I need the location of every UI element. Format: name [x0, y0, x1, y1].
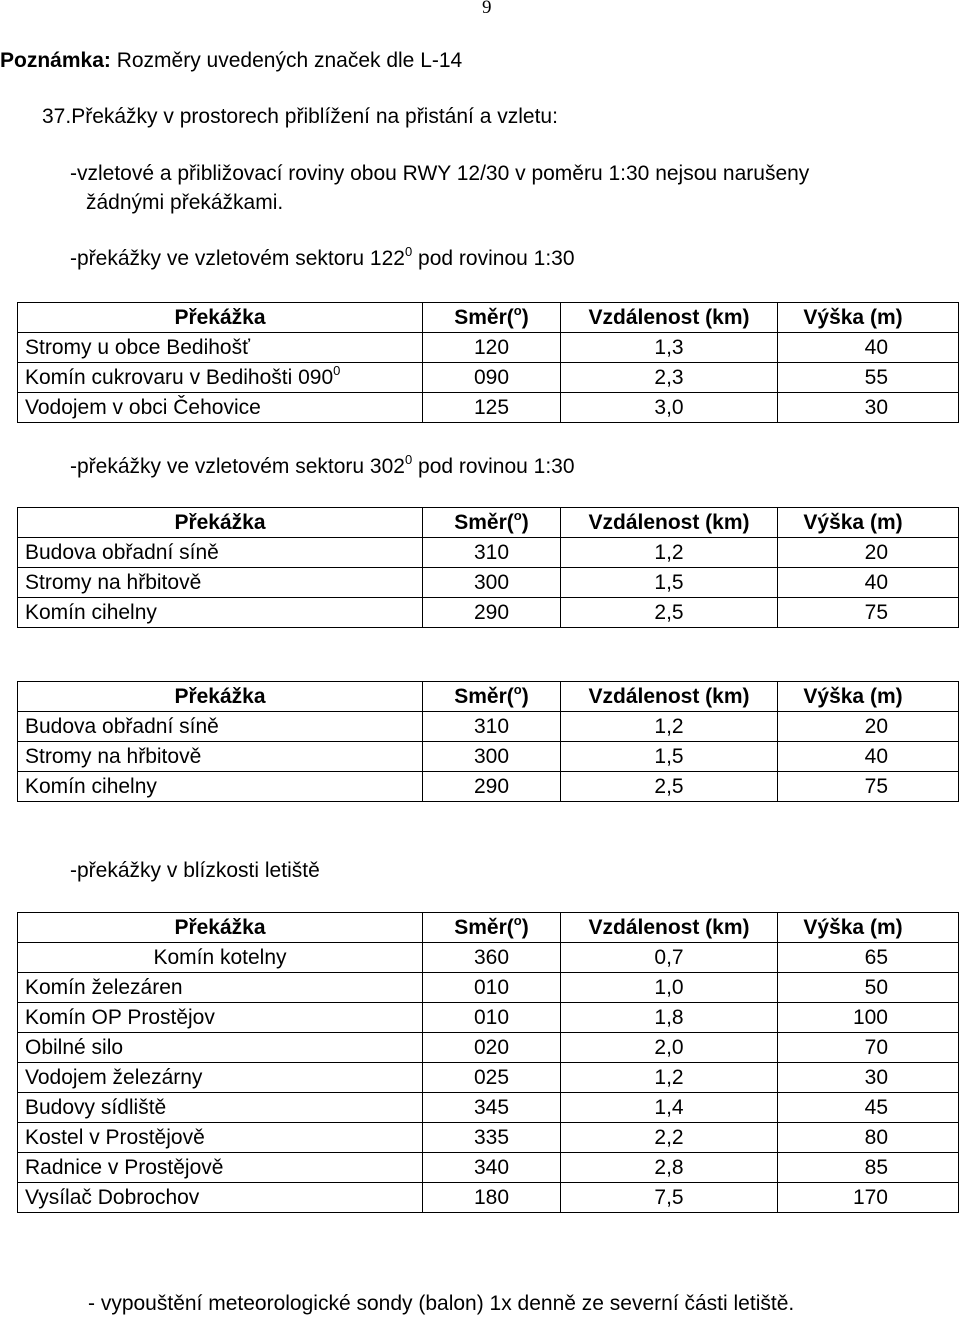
obstacle-name-text: Komín OP Prostějov: [25, 1006, 215, 1029]
page-number: 9: [482, 0, 492, 18]
obstacle-direction: 340: [423, 1153, 561, 1183]
table-row: [18, 568, 959, 598]
obstacle-height: 85: [778, 1153, 959, 1183]
header-direction: [423, 682, 561, 712]
obstacle-direction: 025: [423, 1063, 561, 1093]
table-row: [18, 712, 959, 742]
header-row: [18, 682, 959, 712]
obstacle-name-sup: 0: [333, 363, 341, 378]
obstacle-name: [18, 1033, 423, 1063]
obstacle-name-text: Komín cihelny: [25, 775, 157, 798]
header-height: Výška (m): [778, 303, 959, 333]
obstacle-height: 70: [778, 1033, 959, 1063]
obstacle-direction: 300: [423, 568, 561, 598]
obstacle-name-text: Vodojem v obci Čehovice: [25, 396, 261, 419]
header-direction-label: Směr(: [454, 511, 514, 534]
obstacle-direction: 335: [423, 1123, 561, 1153]
header-direction-degree: o: [513, 913, 522, 928]
table-row: [18, 1003, 959, 1033]
header-direction-degree: o: [513, 682, 522, 697]
obstacle-name-text: Radnice v Prostějově: [25, 1156, 224, 1179]
obstacle-name-text: Stromy u obce Bedihošť: [25, 336, 250, 359]
obstacle-direction: 020: [423, 1033, 561, 1063]
obstacle-distance: 1,4: [561, 1093, 778, 1123]
header-direction-label: Směr(: [454, 306, 514, 329]
obstacle-direction: 345: [423, 1093, 561, 1123]
table-row: [18, 1183, 959, 1213]
header-obstacle: Překážka: [18, 913, 423, 943]
obstacle-direction: 290: [423, 772, 561, 802]
obstacle-height: 40: [778, 333, 959, 363]
obstacle-height: 100: [778, 1003, 959, 1033]
table-row: [18, 1063, 959, 1093]
obstacle-name: [18, 598, 423, 628]
obstacles-table-sector-122: [17, 302, 959, 423]
obstacle-name-text: Vysílač Dobrochov: [25, 1186, 200, 1209]
obstacle-direction: 310: [423, 538, 561, 568]
section-heading: 37.Překážky v prostorech přiblížení na přistání a vzletu:: [42, 105, 558, 128]
obstacle-direction: 010: [423, 973, 561, 1003]
sector-302-text-after: pod rovinou 1:30: [412, 455, 575, 478]
header-obstacle: Překážka: [18, 303, 423, 333]
table-row: [18, 598, 959, 628]
obstacle-height: 30: [778, 393, 959, 423]
obstacle-height: 40: [778, 568, 959, 598]
obstacle-name: [18, 1063, 423, 1093]
header-height: Výška (m): [778, 682, 959, 712]
header-direction-close: ): [521, 511, 529, 534]
header-distance: Vzdálenost (km): [561, 508, 778, 538]
header-direction-label: Směr(: [454, 685, 514, 708]
obstacles-table-duplicate: [17, 681, 959, 802]
table-row: [18, 538, 959, 568]
obstacle-distance: 2,5: [561, 598, 778, 628]
obstacle-name-text: Budovy sídliště: [25, 1096, 167, 1119]
obstacle-name: [18, 393, 423, 423]
obstacle-height: 80: [778, 1123, 959, 1153]
table-row: [18, 1093, 959, 1123]
obstacle-name: [18, 1003, 423, 1033]
obstacle-name-text: Komín železáren: [25, 976, 183, 999]
obstacle-name: [18, 1093, 423, 1123]
note-line: [0, 48, 462, 73]
obstacle-direction: 125: [423, 393, 561, 423]
obstacle-distance: 1,0: [561, 973, 778, 1003]
header-direction-close: ): [521, 916, 529, 939]
obstacle-height: 75: [778, 598, 959, 628]
obstacle-name: [18, 568, 423, 598]
obstacle-name: [18, 772, 423, 802]
obstacles-table-nearby: [17, 912, 959, 1213]
obstacle-name-text: Kostel v Prostějově: [25, 1126, 205, 1149]
obstacle-name: [18, 973, 423, 1003]
obstacle-distance: 1,2: [561, 1063, 778, 1093]
obstacle-distance: 1,8: [561, 1003, 778, 1033]
obstacle-name: [18, 712, 423, 742]
nearby-heading: -překážky v blízkosti letiště: [70, 859, 320, 882]
obstacle-name: [18, 1153, 423, 1183]
obstacle-distance: 1,5: [561, 568, 778, 598]
header-direction: [423, 913, 561, 943]
obstacle-name-text: Komín cukrovaru v Bedihošti 090: [25, 366, 334, 389]
header-distance: Vzdálenost (km): [561, 682, 778, 712]
footer-note: - vypouštění meteorologické sondy (balon) 1x denně ze severní části letiště.: [88, 1292, 795, 1315]
obstacle-direction: 010: [423, 1003, 561, 1033]
table-row: [18, 973, 959, 1003]
obstacle-name-text: Stromy na hřbitově: [25, 745, 202, 768]
header-direction: [423, 508, 561, 538]
obstacle-distance: 2,2: [561, 1123, 778, 1153]
obstacle-name: [18, 538, 423, 568]
obstacle-height: 65: [778, 943, 959, 973]
table-row: [18, 742, 959, 772]
sector-122-sup: 0: [404, 244, 413, 259]
table-row: [18, 363, 959, 393]
obstacle-height: 45: [778, 1093, 959, 1123]
obstacle-distance: 1,3: [561, 333, 778, 363]
obstacle-name: [18, 333, 423, 363]
obstacle-direction: 090: [423, 363, 561, 393]
obstacle-distance: 3,0: [561, 393, 778, 423]
obstacle-distance: 2,3: [561, 363, 778, 393]
sector-302-sup: 0: [404, 452, 413, 467]
obstacles-table-sector-302: [17, 507, 959, 628]
header-obstacle: Překážka: [18, 682, 423, 712]
obstacle-height: 75: [778, 772, 959, 802]
sector-122-text-after: pod rovinou 1:30: [412, 247, 575, 270]
table-row: [18, 772, 959, 802]
header-direction: [423, 303, 561, 333]
table-row: [18, 1153, 959, 1183]
obstacle-direction: 360: [423, 943, 561, 973]
obstacle-height: 40: [778, 742, 959, 772]
intro-line-1: -vzletové a přibližovací roviny obou RWY 12/30 v poměru 1:30 nejsou narušeny: [70, 162, 810, 185]
note-label: Poznámka:: [0, 49, 111, 72]
header-height: Výška (m): [778, 508, 959, 538]
sector-302-text: -překážky ve vzletovém sektoru 302: [70, 455, 405, 478]
obstacle-direction: 290: [423, 598, 561, 628]
obstacle-name-text: Vodojem železárny: [25, 1066, 203, 1089]
obstacle-height: 50: [778, 973, 959, 1003]
header-direction-degree: o: [513, 303, 522, 318]
obstacle-distance: 1,2: [561, 712, 778, 742]
header-direction-close: ): [521, 306, 529, 329]
sector-302-heading: [70, 454, 575, 479]
table-row: [18, 1123, 959, 1153]
header-row: [18, 913, 959, 943]
obstacle-distance: 0,7: [561, 943, 778, 973]
obstacle-height: 170: [778, 1183, 959, 1213]
obstacle-height: 20: [778, 538, 959, 568]
header-row: [18, 508, 959, 538]
obstacle-direction: 180: [423, 1183, 561, 1213]
header-direction-label: Směr(: [454, 916, 514, 939]
obstacle-name: [18, 1123, 423, 1153]
header-distance: Vzdálenost (km): [561, 913, 778, 943]
sector-122-text: -překážky ve vzletovém sektoru 122: [70, 247, 405, 270]
obstacle-height: 20: [778, 712, 959, 742]
note-text: Rozměry uvedených značek dle L-14: [110, 49, 463, 72]
obstacle-name-text: Obilné silo: [25, 1036, 124, 1059]
obstacle-name-text: Budova obřadní síně: [25, 541, 219, 564]
obstacle-distance: 7,5: [561, 1183, 778, 1213]
obstacle-distance: 1,5: [561, 742, 778, 772]
obstacle-height: 30: [778, 1063, 959, 1093]
obstacle-distance: 2,8: [561, 1153, 778, 1183]
obstacle-distance: 2,0: [561, 1033, 778, 1063]
obstacle-name-text: Budova obřadní síně: [25, 715, 219, 738]
obstacle-height: 55: [778, 363, 959, 393]
obstacle-direction: 120: [423, 333, 561, 363]
intro-line-2: žádnými překážkami.: [86, 191, 284, 214]
header-obstacle: Překážka: [18, 508, 423, 538]
obstacle-name: [18, 943, 423, 973]
header-distance: Vzdálenost (km): [561, 303, 778, 333]
table-row: [18, 943, 959, 973]
obstacle-distance: 2,5: [561, 772, 778, 802]
obstacle-name-text: Komín cihelny: [25, 601, 157, 624]
obstacle-direction: 310: [423, 712, 561, 742]
table-row: [18, 1033, 959, 1063]
sector-122-heading: [70, 246, 575, 271]
obstacle-name-text: Komín kotelny: [153, 946, 287, 969]
obstacle-name-text: Stromy na hřbitově: [25, 571, 202, 594]
obstacle-name: [18, 1183, 423, 1213]
obstacle-direction: 300: [423, 742, 561, 772]
obstacle-name: [18, 363, 423, 393]
obstacle-distance: 1,2: [561, 538, 778, 568]
table-row: [18, 393, 959, 423]
table-row: [18, 333, 959, 363]
header-direction-degree: o: [513, 508, 522, 523]
header-height: Výška (m): [778, 913, 959, 943]
header-row: [18, 303, 959, 333]
header-direction-close: ): [521, 685, 529, 708]
obstacle-name: [18, 742, 423, 772]
